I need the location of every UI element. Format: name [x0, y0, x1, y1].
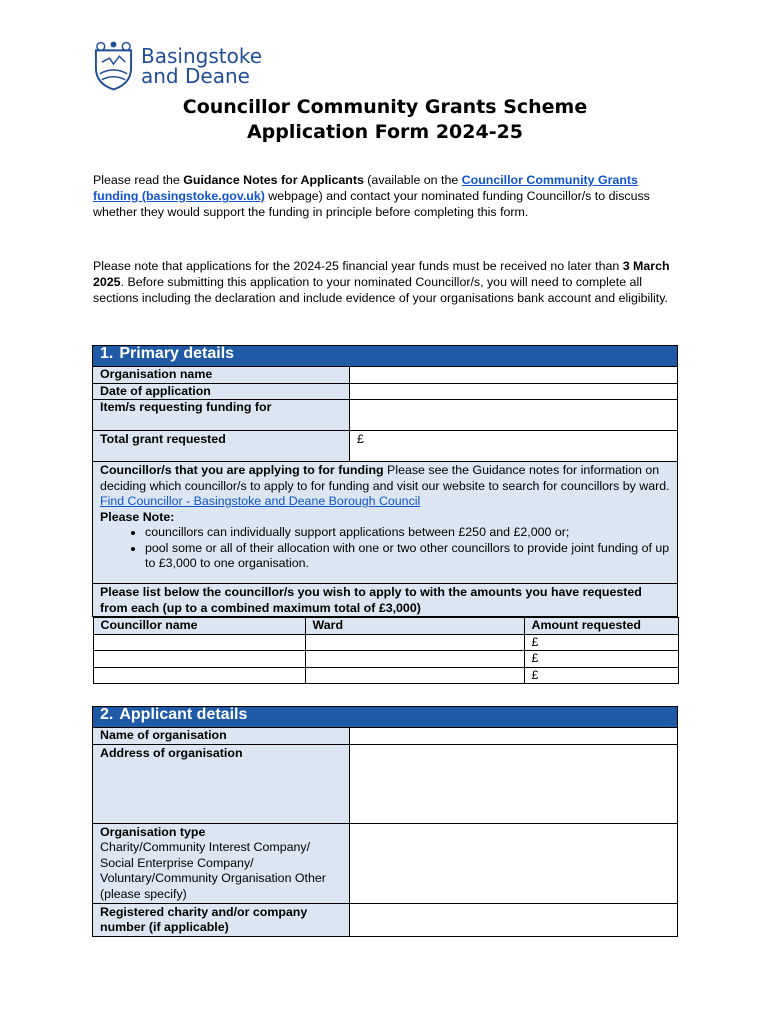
registered-number-field[interactable] [350, 903, 678, 936]
logo-line-2: and Deane [141, 64, 250, 88]
title-line-2: Application Form 2024-25 [246, 121, 524, 143]
items-field[interactable] [350, 400, 678, 431]
section-2-number: 2. [100, 706, 114, 723]
table-row [93, 651, 678, 668]
ward-field[interactable] [305, 651, 524, 668]
council-logo [92, 40, 262, 96]
section-1-number: 1. [100, 345, 114, 362]
date-field[interactable] [350, 383, 678, 400]
org-type-cell [93, 823, 350, 903]
org-type-options: Charity/Community Interest Company/ Social Enterprise Company/ Voluntary/Community Organisation Other (please specify) [100, 840, 326, 901]
note-item: • pool some or all of their allocation with one or two other councillors to provide joint funding of up to £3,000 to one organisation. [145, 541, 670, 572]
total-label: Total grant requested [93, 431, 350, 462]
crest-icon [92, 40, 135, 92]
name-of-organisation-label: Name of organisation [93, 728, 350, 745]
form-title [0, 95, 770, 145]
guidance-notes-label: Guidance Notes for Applicants [183, 173, 364, 187]
please-note-label: Please Note: [100, 509, 175, 524]
amount-field[interactable]: £ [524, 651, 678, 668]
deadline-date: 3 March 2025 [93, 259, 670, 289]
councillor-name-field[interactable] [93, 651, 305, 668]
name-of-organisation-field[interactable] [350, 728, 678, 745]
amount-field[interactable]: £ [524, 634, 678, 651]
ward-field[interactable] [305, 634, 524, 651]
org-name-label: Organisation name [93, 367, 350, 384]
section-1-title: Primary details [119, 345, 235, 362]
title-line-1: Councillor Community Grants Scheme [182, 96, 588, 118]
applicant-details-table [92, 706, 678, 937]
ward-field[interactable] [305, 667, 524, 684]
registered-number-label: Registered charity and/or company number (if applicable) [93, 903, 350, 936]
amount-field[interactable]: £ [524, 667, 678, 684]
grants-funding-link[interactable]: Councillor Community Grants funding (basingstoke.gov.uk) [93, 173, 638, 203]
intro-paragraph-1 [93, 172, 683, 220]
councillor-list-container [93, 617, 678, 685]
col-ward: Ward [305, 618, 524, 635]
total-field[interactable]: £ [350, 431, 678, 462]
councillor-guidance-text: Please see the Guidance notes for information on deciding which councillor/s to apply to for funding and visit our website to search for councillors by ward. [100, 463, 670, 493]
councillor-name-field[interactable] [93, 667, 305, 684]
note-item: • councillors can individually support applications between £250 and £2,000 or; [145, 525, 670, 541]
logo-line-1: Basingstoke [141, 44, 262, 68]
p1-text-b: (available on the [363, 173, 462, 187]
items-label: Item/s requesting funding for [93, 400, 350, 431]
col-amount: Amount requested [524, 618, 678, 635]
org-type-label: Organisation type [100, 824, 206, 839]
councillor-heading: Councillor/s that you are applying to for funding [100, 463, 384, 477]
table-row [93, 667, 678, 684]
p1-text-c: webpage) and contact your nominated funding Councillor/s to discuss whether they would support the funding in principle before completing this form. [93, 189, 650, 219]
councillor-name-field[interactable] [93, 634, 305, 651]
address-label: Address of organisation [93, 744, 350, 823]
logo-wordmark [141, 46, 262, 86]
org-type-field[interactable] [350, 823, 678, 903]
table-row [93, 634, 678, 651]
address-field[interactable] [350, 744, 678, 823]
councillor-info-cell [93, 462, 678, 584]
date-label: Date of application [93, 383, 350, 400]
councillor-list-heading: Please list below the councillor/s you wish to apply to with the amounts you have requested from each (up to a combined maximum total of £3,000) [93, 584, 678, 617]
col-councillor-name: Councillor name [93, 618, 305, 635]
intro-paragraph-2 [93, 258, 683, 306]
org-name-field[interactable] [350, 367, 678, 384]
notes-list [100, 525, 670, 572]
find-councillor-link[interactable]: Find Councillor - Basingstoke and Deane Borough Council [100, 494, 421, 508]
p1-text-a: Please read the [93, 173, 184, 187]
section-1-header [93, 346, 678, 367]
p2-text-b: . Before submitting this application to your nominated Councillor/s, you will need to complete all sections including the declaration and include evidence of your organisations bank account and eligibility. [93, 275, 668, 305]
section-2-title: Applicant details [119, 706, 248, 723]
p2-text-a: Please note that applications for the 2024-25 financial year funds must be received no later than [93, 259, 623, 273]
section-2-header [93, 707, 678, 728]
primary-details-table [92, 345, 678, 684]
councillor-list-table [93, 617, 679, 684]
